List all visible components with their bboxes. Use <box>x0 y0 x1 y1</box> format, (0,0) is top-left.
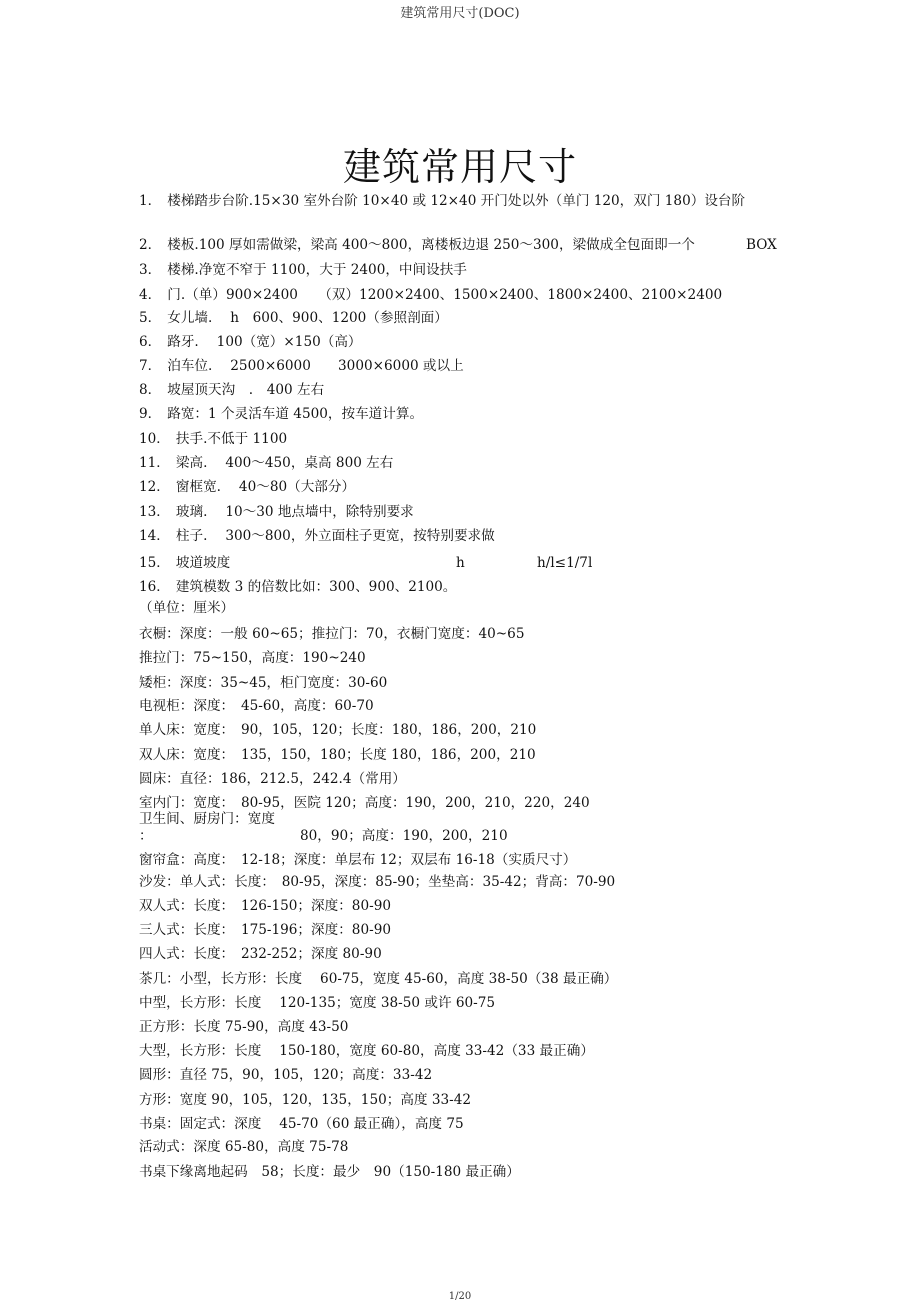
formula-h: h <box>456 555 465 571</box>
list-item: 7． 泊车位. 2500×6000 3000×6000 或以上 <box>139 358 464 374</box>
list-item: 3． 楼梯.净宽不窄于 1100，大于 2400，中间设扶手 <box>139 262 467 278</box>
list-item: 1． 楼梯踏步台阶.15×30 室外台阶 10×40 或 12×40 开门处以外（单门 120，双门 180）设台阶 <box>139 193 746 209</box>
furniture-line: 四人式：长度： 232-252；深度 80-90 <box>139 946 382 962</box>
list-item: 14． 柱子. 300～800，外立面柱子更宽，按特别要求做 <box>139 528 495 544</box>
furniture-line: 电视柜：深度： 45-60，高度：60-70 <box>139 698 374 714</box>
furniture-line: 茶几：小型，长方形：长度 60-75，宽度 45-60，高度 38-50（38 最正确） <box>139 971 618 987</box>
list-item: 9． 路宽：1 个灵活车道 4500，按车道计算。 <box>139 406 424 422</box>
furniture-line: 双人床：宽度： 135，150，180；长度 180，186，200，210 <box>139 747 536 763</box>
kitchen-door-colon: ： <box>139 828 153 844</box>
formula-ratio: h/l≤1/7l <box>537 555 593 571</box>
list-item: 12． 窗框宽. 40～80（大部分） <box>139 479 356 495</box>
kitchen-door-values: 80，90；高度：190，200，210 <box>300 828 508 844</box>
furniture-line: 书桌：固定式：深度 45-70（60 最正确），高度 75 <box>139 1116 464 1132</box>
list-item: 8． 坡屋顶天沟 . 400 左右 <box>139 382 325 398</box>
furniture-line: 单人床：宽度： 90，105，120；长度：180，186，200，210 <box>139 722 537 738</box>
furniture-line: 衣橱：深度：一般 60~65；推拉门：70，衣橱门宽度：40~65 <box>139 626 525 642</box>
furniture-line: 书桌下缘离地起码 58；长度：最少 90（150-180 最正确） <box>139 1164 520 1180</box>
list-item: 4． 门.（单）900×2400 （双）1200×2400、1500×2400、1800×2400、2100×2400 <box>139 287 723 303</box>
furniture-line: 三人式：长度： 175-196；深度：80-90 <box>139 922 391 938</box>
furniture-line: 圆床：直径：186，212.5，242.4（常用） <box>139 771 406 787</box>
furniture-line: 中型，长方形：长度 120-135；宽度 38-50 或许 60-75 <box>139 995 496 1011</box>
furniture-line: 圆形：直径 75，90，105，120；高度：33-42 <box>139 1067 433 1083</box>
furniture-line: 正方形：长度 75-90，高度 43-50 <box>139 1019 349 1035</box>
furniture-line: 窗帘盒：高度： 12-18；深度：单层布 12；双层布 16-18（实质尺寸） <box>139 852 577 868</box>
list-item: 2． 楼板.100 厚如需做梁，梁高 400～800，离楼板边退 250～300，梁做成全包面即一个 <box>139 237 695 253</box>
list-item: 5． 女儿墙. h 600、900、1200（参照剖面） <box>139 310 448 326</box>
list-item: 13． 玻璃. 10～30 地点墙中，除特别要求 <box>139 504 414 520</box>
document-title: 建筑常用尺寸 <box>342 145 577 189</box>
list-item: 6． 路牙. 100（宽）×150（高） <box>139 334 362 350</box>
running-header: 建筑常用尺寸(DOC) <box>400 6 520 21</box>
list-item: 15． 坡道坡度 <box>139 555 231 571</box>
list-item: 11． 梁高. 400～450，桌高 800 左右 <box>139 455 394 471</box>
furniture-line: 大型，长方形：长度 150-180，宽度 60-80，高度 33-42（33 最正确） <box>139 1043 594 1059</box>
furniture-line: 活动式：深度 65-80，高度 75-78 <box>139 1139 349 1155</box>
kitchen-door-label: 卫生间、厨房门：宽度 <box>139 811 275 827</box>
furniture-line: 室内门：宽度： 80-95，医院 120；高度：190，200，210，220，240 <box>139 795 590 811</box>
list-item: 16． 建筑模数 3 的倍数比如：300、900、2100。 <box>139 579 457 595</box>
list-item-tail: BOX <box>746 237 777 253</box>
furniture-line: 方形：宽度 90，105，120，135，150；高度 33-42 <box>139 1092 472 1108</box>
furniture-line: 矮柜：深度：35~45，柜门宽度：30-60 <box>139 675 388 691</box>
furniture-line: 沙发：单人式：长度： 80-95，深度：85-90；坐垫高：35-42；背高：70-90 <box>139 874 616 890</box>
list-item: 10． 扶手.不低于 1100 <box>139 431 288 447</box>
furniture-line: 推拉门：75~150，高度：190~240 <box>139 650 366 666</box>
furniture-line: 双人式：长度： 126-150；深度：80-90 <box>139 898 391 914</box>
unit-note: （单位：厘米） <box>139 600 235 616</box>
page-number: 1/20 <box>448 1291 472 1302</box>
